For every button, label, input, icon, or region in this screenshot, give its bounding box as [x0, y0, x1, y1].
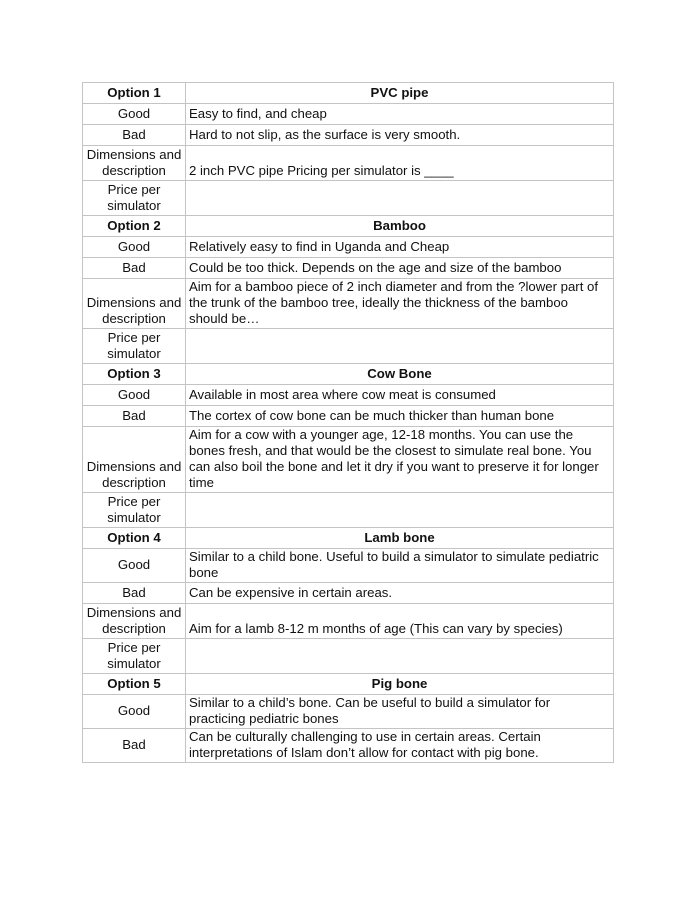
criterion-label: Good	[117, 386, 151, 402]
option-title: Cow Bone	[367, 365, 432, 381]
criteria-row	[83, 385, 614, 406]
criterion-label: Bad	[122, 259, 146, 275]
option-number: Option 5	[107, 675, 161, 691]
option-number: Option 1	[107, 84, 161, 100]
criterion-description-cell	[186, 385, 614, 406]
criterion-description: Can be expensive in certain areas.	[189, 584, 393, 600]
criterion-description-cell	[186, 237, 614, 258]
criterion-label-cell	[83, 146, 186, 181]
criterion-description: Aim for a cow with a younger age, 12-18 months. You can use the bones fresh, and that would be the closest to simulate real bone. You can also boil the bone and let it dry if you want to preserve it for longer time	[189, 427, 599, 490]
criterion-description-cell	[186, 104, 614, 125]
criterion-label: Good	[117, 557, 151, 572]
criterion-label: Bad	[122, 407, 146, 423]
criterion-description-cell	[186, 146, 614, 181]
option-title-cell	[186, 216, 614, 237]
criterion-label: Dimensions and description	[86, 295, 182, 326]
criterion-description: Similar to a child bone. Useful to build a simulator to simulate pediatric bone	[189, 549, 599, 580]
criterion-description: Aim for a bamboo piece of 2 inch diameter and from the ?lower part of the trunk of the bamboo tree, ideally the thickness of the bamboo should be…	[189, 279, 599, 326]
criterion-description: 2 inch PVC pipe Pricing per simulator is ____	[189, 163, 454, 178]
criteria-row	[83, 279, 614, 329]
option-number-cell	[83, 364, 186, 385]
criterion-label-cell	[83, 237, 186, 258]
criteria-row	[83, 639, 614, 674]
criterion-description: Hard to not slip, as the surface is very smooth.	[189, 126, 461, 142]
criterion-description-cell	[186, 583, 614, 604]
criterion-description-cell	[186, 329, 614, 364]
option-header-row	[83, 83, 614, 104]
criteria-row	[83, 258, 614, 279]
criterion-description: Available in most area where cow meat is consumed	[189, 386, 496, 402]
criterion-description-cell	[186, 279, 614, 329]
criterion-label-cell	[83, 583, 186, 604]
option-number-cell	[83, 528, 186, 549]
criterion-description-cell	[186, 729, 614, 763]
criterion-label: Good	[117, 238, 151, 254]
criterion-label-cell	[83, 104, 186, 125]
criterion-label-cell	[83, 279, 186, 329]
criterion-label-cell	[83, 604, 186, 639]
criterion-description-cell	[186, 493, 614, 528]
criterion-description: Similar to a child’s bone. Can be useful to build a simulator for practicing pediatric bones	[189, 695, 551, 726]
criterion-label-cell	[83, 729, 186, 763]
criterion-label: Bad	[122, 584, 146, 600]
option-number: Option 4	[107, 529, 161, 545]
option-title: Pig bone	[371, 675, 428, 691]
criterion-label-cell	[83, 639, 186, 674]
criteria-row	[83, 146, 614, 181]
option-number-cell	[83, 216, 186, 237]
criterion-label: Price per simulator	[107, 330, 161, 361]
criterion-description: Easy to find, and cheap	[189, 105, 327, 121]
criterion-label-cell	[83, 549, 186, 583]
criteria-row	[83, 125, 614, 146]
criterion-description-cell	[186, 549, 614, 583]
option-number-cell	[83, 83, 186, 104]
criterion-label-cell	[83, 258, 186, 279]
criterion-label: Price per simulator	[107, 182, 161, 213]
criteria-row	[83, 427, 614, 493]
criterion-label-cell	[83, 329, 186, 364]
criteria-row	[83, 329, 614, 364]
criterion-description: Can be culturally challenging to use in certain areas. Certain interpretations of Islam don’t allow for contact with pig bone.	[189, 729, 541, 760]
criterion-description: The cortex of cow bone can be much thicker than human bone	[189, 407, 555, 423]
criterion-description: Relatively easy to find in Uganda and Cheap	[189, 238, 450, 254]
criterion-label: Bad	[122, 737, 146, 752]
criterion-description-cell	[186, 125, 614, 146]
criteria-row	[83, 695, 614, 729]
criterion-label-cell	[83, 406, 186, 427]
option-title-cell	[186, 528, 614, 549]
criterion-description-cell	[186, 604, 614, 639]
option-header-row	[83, 674, 614, 695]
option-number-cell	[83, 674, 186, 695]
criterion-label: Dimensions and description	[86, 605, 182, 636]
criterion-label-cell	[83, 427, 186, 493]
criteria-row	[83, 583, 614, 604]
criterion-label-cell	[83, 695, 186, 729]
options-table	[82, 82, 614, 763]
criteria-row	[83, 729, 614, 763]
option-number: Option 2	[107, 217, 161, 233]
criterion-label: Price per simulator	[107, 640, 161, 671]
criteria-row	[83, 549, 614, 583]
criterion-label-cell	[83, 181, 186, 216]
criteria-row	[83, 181, 614, 216]
criterion-description-cell	[186, 258, 614, 279]
criterion-label-cell	[83, 493, 186, 528]
option-title: PVC pipe	[370, 84, 429, 100]
criterion-label: Price per simulator	[107, 494, 161, 525]
criteria-row	[83, 104, 614, 125]
criteria-row	[83, 493, 614, 528]
options-table-body	[83, 83, 614, 763]
criterion-description: Aim for a lamb 8-12 m months of age (This can vary by species)	[189, 621, 563, 636]
option-title-cell	[186, 83, 614, 104]
criterion-label-cell	[83, 385, 186, 406]
criteria-row	[83, 237, 614, 258]
option-title: Bamboo	[373, 217, 426, 233]
criterion-label: Dimensions and description	[86, 459, 182, 490]
option-title-cell	[186, 674, 614, 695]
option-title-cell	[186, 364, 614, 385]
option-header-row	[83, 216, 614, 237]
criterion-description-cell	[186, 639, 614, 674]
criterion-description-cell	[186, 427, 614, 493]
criterion-description-cell	[186, 695, 614, 729]
criterion-label: Bad	[122, 126, 146, 142]
criteria-row	[83, 604, 614, 639]
criterion-description-cell	[186, 406, 614, 427]
criterion-label-cell	[83, 125, 186, 146]
criterion-description-cell	[186, 181, 614, 216]
criteria-row	[83, 406, 614, 427]
criterion-description: Could be too thick. Depends on the age and size of the bamboo	[189, 259, 562, 275]
criterion-label: Good	[117, 105, 151, 121]
option-header-row	[83, 364, 614, 385]
option-title: Lamb bone	[364, 529, 435, 545]
option-number: Option 3	[107, 365, 161, 381]
option-header-row	[83, 528, 614, 549]
criterion-label: Dimensions and description	[86, 147, 182, 178]
criterion-label: Good	[117, 703, 151, 718]
